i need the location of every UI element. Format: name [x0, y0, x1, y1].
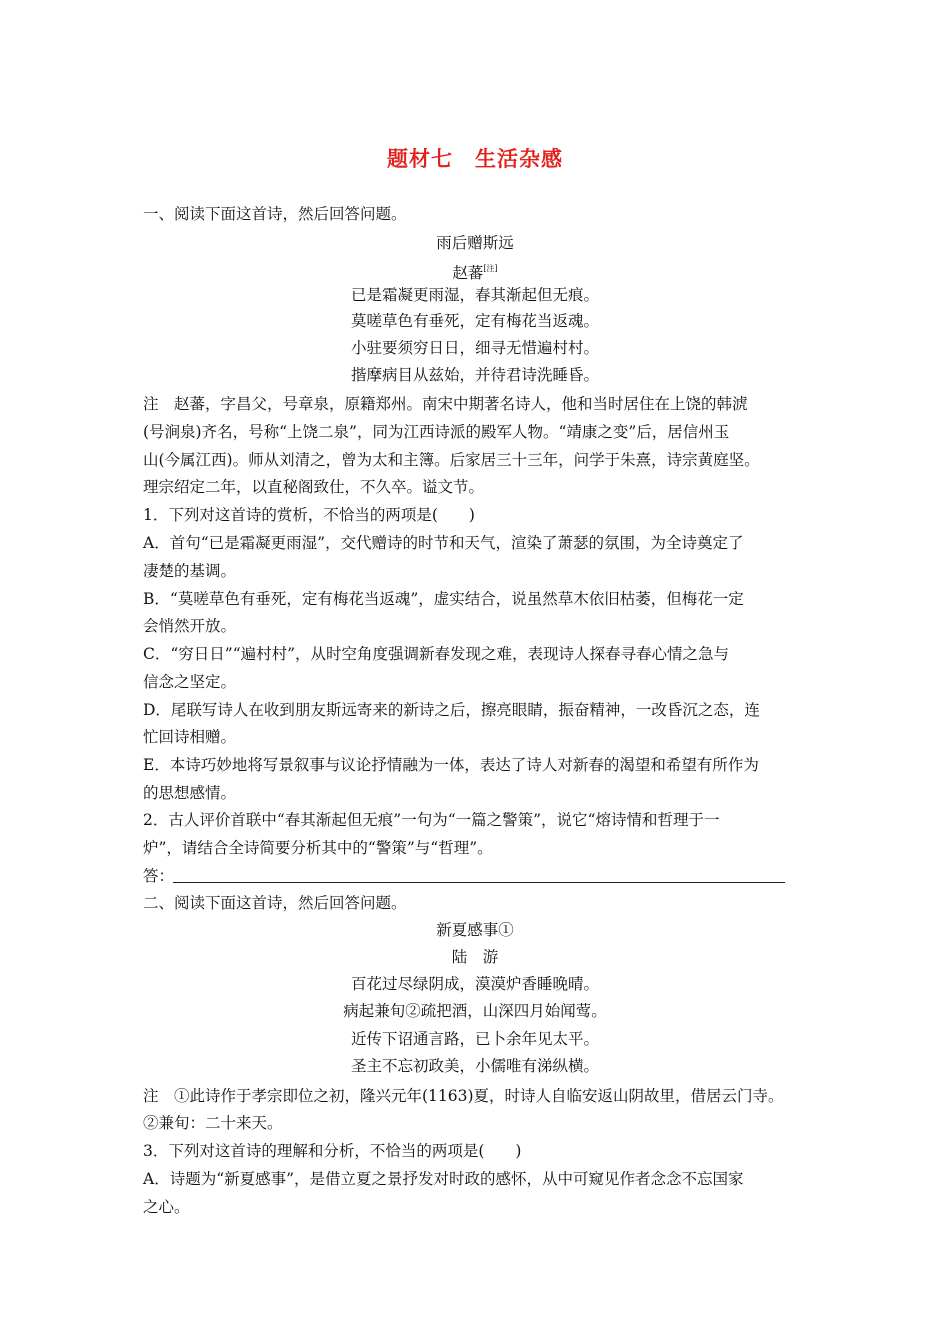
poem1-line: 已是霜凝更雨湿，春其渐起但无痕。: [350, 286, 599, 304]
answer-blank-line[interactable]: [173, 882, 785, 883]
note1-line: 山(今属江西)。师从刘清之，曾为太和主簿。后家居三十三年，问学于朱熹，诗宗黄庭坚。: [143, 451, 760, 469]
question1-line: B．“莫嗟草色有垂死，定有梅花当返魂”，虚实结合，说虽然草木依旧枯萎，但梅花一定: [143, 590, 744, 608]
question3-line: A．诗题为“新夏感事”，是借立夏之景抒发对时政的感怀，从中可窥见作者念念不忘国家: [143, 1170, 744, 1188]
page-title: 题材七 生活杂感: [387, 147, 563, 171]
note1-line: (号涧泉)齐名，号称“上饶二泉”，同为江西诗派的殿军人物。“靖康之变”后，居信州玉: [143, 423, 730, 441]
poem2-line: 百花过尽绿阴成，漠漠炉香睡晚晴。: [350, 975, 599, 993]
poem2-line: 圣主不忘初政美，小儒唯有涕纵横。: [350, 1057, 599, 1075]
poem1-line: 小驻要须穷日日，细寻无惜遍村村。: [350, 339, 599, 357]
question1-line: 信念之坚定。: [143, 673, 237, 691]
question3-line: 之心。: [143, 1198, 190, 1216]
question1-line: D．尾联写诗人在收到朋友斯远寄来的新诗之后，擦亮眼睛，振奋精神，一改昏沉之态，连: [143, 701, 760, 719]
question1-line: 的思想感情。: [143, 784, 237, 802]
question1-line: 凄楚的基调。: [143, 562, 237, 580]
poem1-author: [0, 259, 950, 283]
poem1-author-name: 赵蕃: [452, 264, 484, 282]
note2-line: 注 ①此诗作于孝宗即位之初，隆兴元年(1163)夏，时诗人自临安返山阴故里，借居云门寺。: [143, 1087, 784, 1105]
question1-line: 1．下列对这首诗的赏析，不恰当的两项是( ): [143, 506, 475, 524]
question1-line: E．本诗巧妙地将写景叙事与议论抒情融为一体，表达了诗人对新春的渴望和希望有所作为: [143, 756, 759, 774]
poem2-line: 病起兼旬②疏把酒，山深四月始闻莺。: [343, 1002, 607, 1020]
poem1-line: 揩摩病目从兹始，并待君诗洗睡昏。: [350, 366, 599, 384]
note1-line: 注 赵蕃，字昌父，号章泉，原籍郑州。南宋中期著名诗人，他和当时居住在上饶的韩淲: [143, 395, 748, 413]
section2-heading: 二、阅读下面这首诗，然后回答问题。: [143, 894, 407, 912]
note2-line: ②兼旬：二十来天。: [143, 1114, 283, 1132]
question1-line: A．首句“已是霜凝更雨湿”，交代赠诗的时节和天气，渲染了萧瑟的氛围，为全诗奠定了: [143, 534, 744, 552]
question2-line: 2．古人评价首联中“春其渐起但无痕”一句为“一篇之警策”，说它“熔诗情和哲理于一: [143, 811, 720, 829]
poem2-title: 新夏感事①: [436, 921, 514, 939]
answer-label: 答：: [143, 867, 175, 885]
poem1-author-note-mark: [注]: [483, 264, 498, 273]
poem2-line: 近传下诏通言路，已卜余年见太平。: [350, 1030, 599, 1048]
question3-line: 3．下列对这首诗的理解和分析，不恰当的两项是( ): [143, 1142, 522, 1160]
question1-line: 忙回诗相赠。: [143, 728, 237, 746]
section1-heading: 一、阅读下面这首诗，然后回答问题。: [143, 205, 407, 223]
question2-line: 炉”，请结合全诗简要分析其中的“警策”与“哲理”。: [143, 839, 493, 857]
poem2-author: 陆 游: [451, 948, 499, 966]
note1-line: 理宗绍定二年，以直秘阁致仕，不久卒。谥文节。: [143, 478, 485, 496]
question1-line: 会悄然开放。: [143, 617, 237, 635]
question1-line: C．“穷日日”“遍村村”，从时空角度强调新春发现之难，表现诗人探春寻春心情之急与: [143, 645, 730, 663]
poem1-line: 莫嗟草色有垂死，定有梅花当返魂。: [350, 312, 599, 330]
poem1-title: 雨后赠斯远: [436, 234, 514, 252]
